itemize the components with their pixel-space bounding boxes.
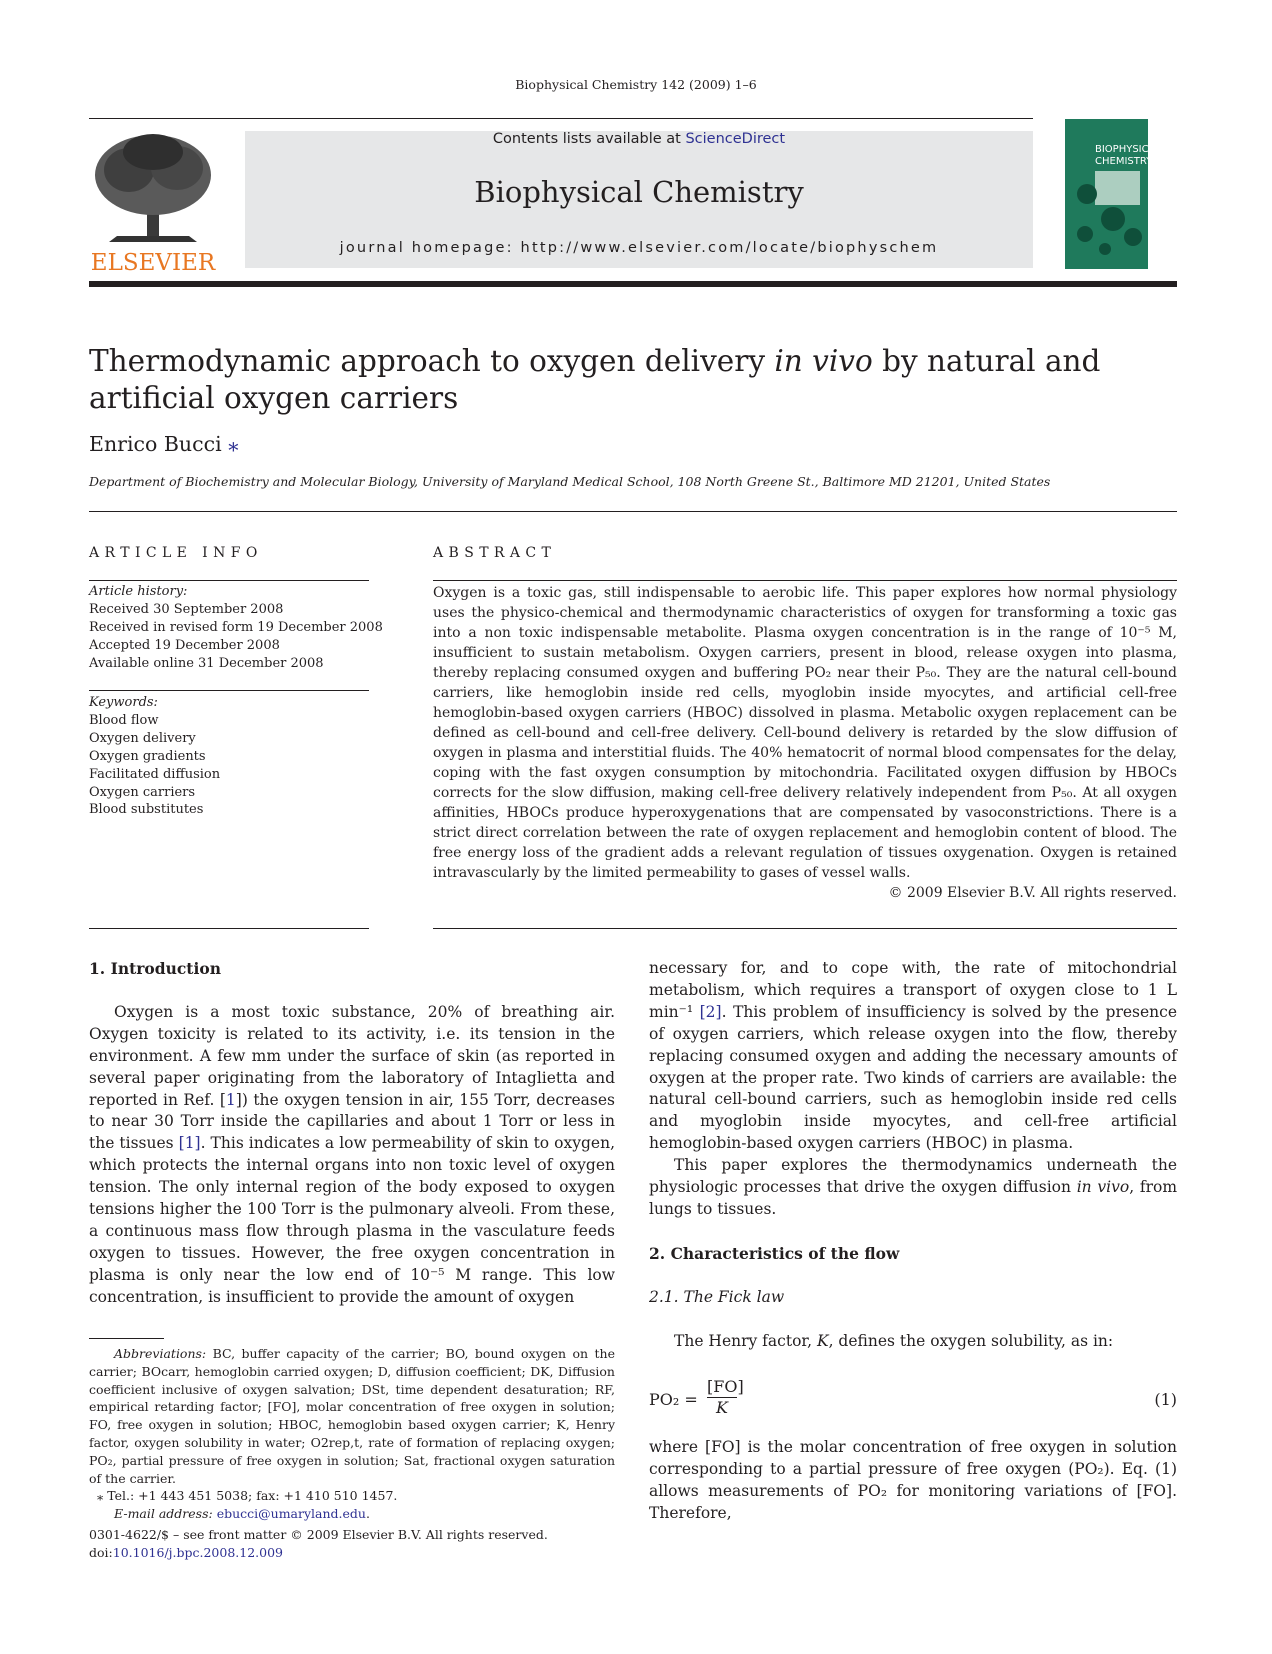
abstract-text: Oxygen is a toxic gas, still indispensable to aerobic life. This paper explores how normal physiology uses the physico-chemical and thermodynamic characteristics of oxygen for transforming a toxic gas into a non toxic indispensable metabolite. Plasma oxygen concentration is in the range of 10⁻⁵ M, insufficient to sustain metabolism. Oxygen carriers, present in blood, release oxygen into plasma, thereby replacing consumed oxygen and buffering PO₂ near their P₅₀. They are the natural cell-bound carriers, like hemoglobin inside red cells, myoglobin inside myocytes, and artificial cell-free hemoglobin-based oxygen carriers (HBOC) dissolved in plasma. Metabolic oxygen replacement can be defined as cell-bound and cell-free delivery. Cell-bound delivery is retarded by the slow diffusion of oxygen in plasma and interstitial fluids. The 40% hematocrit of normal blood compensates for the delay, coping with the fast oxygen consumption by mitochondria. Facilitated oxygen diffusion by HBOCs corrects for the slow diffusion, making cell-free delivery relatively independent from P₅₀. At all oxygen affinities, HBOCs produce hyperoxygenations that are compensated by vasoconstrictions. There is a strict direct correlation between the rate of oxygen replacement and hemoglobin content of blood. The free energy loss of the gradient adds a relevant regulation of tissues oxygenation. Oxygen is retained intravascularly by the limited permeability to gases of vessel walls.: [433, 585, 1177, 881]
abbreviations-footnote: [89, 1345, 615, 1487]
title-part1: Thermodynamic approach to oxygen delivery: [89, 344, 775, 378]
abstract-copyright: © 2009 Elsevier B.V. All rights reserved.: [888, 885, 1177, 901]
keyword: Blood substitutes: [89, 802, 204, 818]
p2-text-b: , from lungs to tissues.: [649, 1178, 1178, 1218]
title-rule: [89, 511, 1177, 512]
header-thick-rule: [89, 281, 1177, 287]
continuation-text-a: necessary for, and to cope with, the rate of mitochondrial metabolism, which requires a transport of oxygen close to 1 L min⁻¹: [649, 959, 1177, 1021]
svg-text:CHEMISTRY: CHEMISTRY: [1095, 156, 1153, 167]
continuation-text-b: . This problem of insufficiency is solved by the presence of oxygen carriers, which release oxygen into the flow, thereby replacing consumed oxygen and adding the necessary amounts of oxygen at the proper rate. Two kinds of carriers are available: the natural cell-bound carriers, such as hemoglobin inside red cells and myoglobin inside myocytes, and cell-free artificial hemoglobin-based oxygen carriers (HBOC) in plasma.: [649, 1002, 1177, 1153]
history-item: Accepted 19 December 2008: [89, 637, 280, 653]
keywords: [89, 694, 369, 819]
doi-label: doi:: [89, 1545, 113, 1560]
after-equation-paragraph: where [FO] is the molar concentration of free oxygen in solution corresponding to a partial pressure of free oxygen (PO₂). Eq. (1) allows measurements of PO₂ for monitoring variations of [FO]. Therefore,: [649, 1438, 1177, 1522]
history-item: Received 30 September 2008: [89, 601, 284, 617]
henry-k: K: [816, 1331, 829, 1350]
keyword: Facilitated diffusion: [89, 766, 221, 782]
author-name: Enrico Bucci: [89, 432, 222, 456]
history-item: Available online 31 December 2008: [89, 655, 324, 671]
article-info-rule: [89, 580, 369, 581]
journal-title: Biophysical Chemistry: [474, 175, 804, 209]
equation-fraction: [707, 1377, 744, 1417]
keywords-rule: [89, 690, 369, 691]
reference-link-1b[interactable]: [1]: [178, 1134, 201, 1153]
equation-numerator: [FO]: [707, 1377, 744, 1396]
intro-text-c: . This indicates a low permeability of skin to oxygen, which protects the internal organs into non toxic level of oxygen tension. The only internal region of the body exposed to oxygen tensions higher the 100 Torr is the pulmonary alveoli. From these, a continuous mass flow through plasma in the vasculature feeds oxygen to tissues. However, the free oxygen concentration in plasma is only near the low end of 10⁻⁵ M range. This low concentration, is insufficient to provide the amount of oxygen: [89, 1134, 615, 1306]
history-item: Received in revised form 19 December 2008: [89, 619, 383, 635]
corresponding-author-mark[interactable]: ⁎: [228, 432, 239, 456]
issn-line: 0301-4622/$ – see front matter © 2009 Elsevier B.V. All rights reserved.: [89, 1527, 548, 1542]
footnote-rule: [89, 1338, 164, 1339]
abbreviations-text: BC, buffer capacity of the carrier; BO, bound oxygen on the carrier; BOcarr, hemoglobin carried oxygen; D, diffusion coefficient; DK, Diffusion coefficient inclusive of oxygen salvation; DSt, time dependent desaturation; RF, empirical retarding factor; [FO], molar concentration of free oxygen in solution; FO, free oxygen in solution; HBOC, hemoglobin based oxygen carrier; K, Henry factor, oxygen solubility in water; O2rep,t, rate of formation of replacing oxygen; PO₂, partial pressure of free oxygen in solution; Sat, fractional oxygen saturation of the carrier.: [89, 1346, 615, 1486]
author-line: [89, 432, 238, 456]
equation-1: [649, 1373, 1177, 1427]
article-info-bottom-rule: [89, 928, 369, 929]
title-part2: by natural and artificial oxygen carriers: [89, 344, 1101, 415]
right-column: [649, 958, 1177, 1353]
email-end: .: [365, 1506, 370, 1522]
henry-paragraph: [649, 1331, 1177, 1353]
footnotes: [89, 1345, 615, 1523]
affiliation: Department of Biochemistry and Molecular Biology, University of Maryland Medical School, 108 North Greene St., Baltimore MD 21201, United States: [89, 474, 1051, 489]
title-italic: in vivo: [774, 344, 873, 378]
contents-line: [245, 131, 1033, 147]
abstract-rule: [433, 580, 1177, 581]
article-title: [89, 343, 1169, 417]
doi-link[interactable]: 10.1016/j.bpc.2008.12.009: [112, 1545, 284, 1560]
intro-paragraph-2: [649, 1155, 1177, 1221]
reference-link-1[interactable]: 1: [225, 1090, 236, 1109]
email-label: E-mail address:: [114, 1506, 217, 1522]
equation-denominator: K: [716, 1398, 728, 1417]
p2-italic: in vivo: [1076, 1178, 1130, 1197]
elsevier-logo: [89, 130, 217, 274]
running-head: Biophysical Chemistry 142 (2009) 1–6: [515, 77, 757, 92]
journal-homepage[interactable]: journal homepage: http://www.elsevier.com/locate/biophyschem: [339, 240, 939, 256]
intro-text-b: ]) the oxygen tension in air, 155 Torr, decreases to near 30 Torr inside the capillaries and about 1 Torr or less in the tissues: [89, 1090, 615, 1153]
abstract-heading: ABSTRACT: [433, 545, 557, 561]
intro-paragraph: [89, 1002, 615, 1309]
header-rule: [89, 118, 1033, 119]
abbreviations-label: Abbreviations:: [114, 1346, 207, 1361]
equation-lhs: PO₂ =: [649, 1390, 698, 1409]
keyword: Blood flow: [89, 712, 159, 728]
email-footnote: [89, 1505, 615, 1523]
journal-cover: [1065, 119, 1162, 269]
article-info-heading: ARTICLE INFO: [89, 545, 263, 561]
sciencedirect-link[interactable]: ScienceDirect: [685, 131, 786, 147]
tel-footnote: ⁎ Tel.: +1 443 451 5038; fax: +1 410 510 1457.: [97, 1488, 398, 1504]
keyword: Oxygen gradients: [89, 748, 206, 764]
article-info: [89, 583, 383, 673]
henry-text-b: , defines the oxygen solubility, as in:: [828, 1331, 1114, 1350]
subsection-2-1-heading: 2.1. The Fick law: [649, 1287, 785, 1306]
doi-line: [89, 1544, 548, 1562]
intro-heading: 1. Introduction: [89, 959, 221, 978]
keywords-label: Keywords:: [89, 695, 158, 710]
bottom-matter: [89, 1526, 548, 1562]
introduction-section: [89, 958, 615, 1309]
contents-prefix: Contents lists available at: [492, 131, 686, 147]
reference-link-2[interactable]: [2]: [699, 1002, 722, 1021]
intro-text-a: Oxygen is a most toxic substance, 20% of breathing air. Oxygen toxicity is related to its activity, i.e. its tension in the environment. A few mm under the surface of skin (as reported in several paper originating from the laboratory of Intaglietta and reported in Ref. [: [89, 1002, 615, 1109]
p2-text-a: This paper explores the thermodynamics underneath the physiologic processes that drive the oxygen diffusion: [649, 1156, 1177, 1197]
henry-text-a: The Henry factor,: [674, 1331, 817, 1350]
svg-text:BIOPHYSICAL: BIOPHYSICAL: [1095, 144, 1162, 155]
keyword: Oxygen carriers: [89, 784, 196, 800]
keyword: Oxygen delivery: [89, 730, 196, 746]
email-link[interactable]: ebucci@umaryland.edu: [216, 1506, 366, 1522]
history-label: Article history:: [89, 584, 188, 599]
equation-number: (1): [1154, 1390, 1177, 1409]
svg-text:ELSEVIER: ELSEVIER: [90, 250, 216, 276]
abstract-bottom-rule: [433, 928, 1177, 929]
section-2-heading: 2. Characteristics of the flow: [649, 1243, 900, 1263]
intro-continuation: [649, 958, 1177, 1155]
